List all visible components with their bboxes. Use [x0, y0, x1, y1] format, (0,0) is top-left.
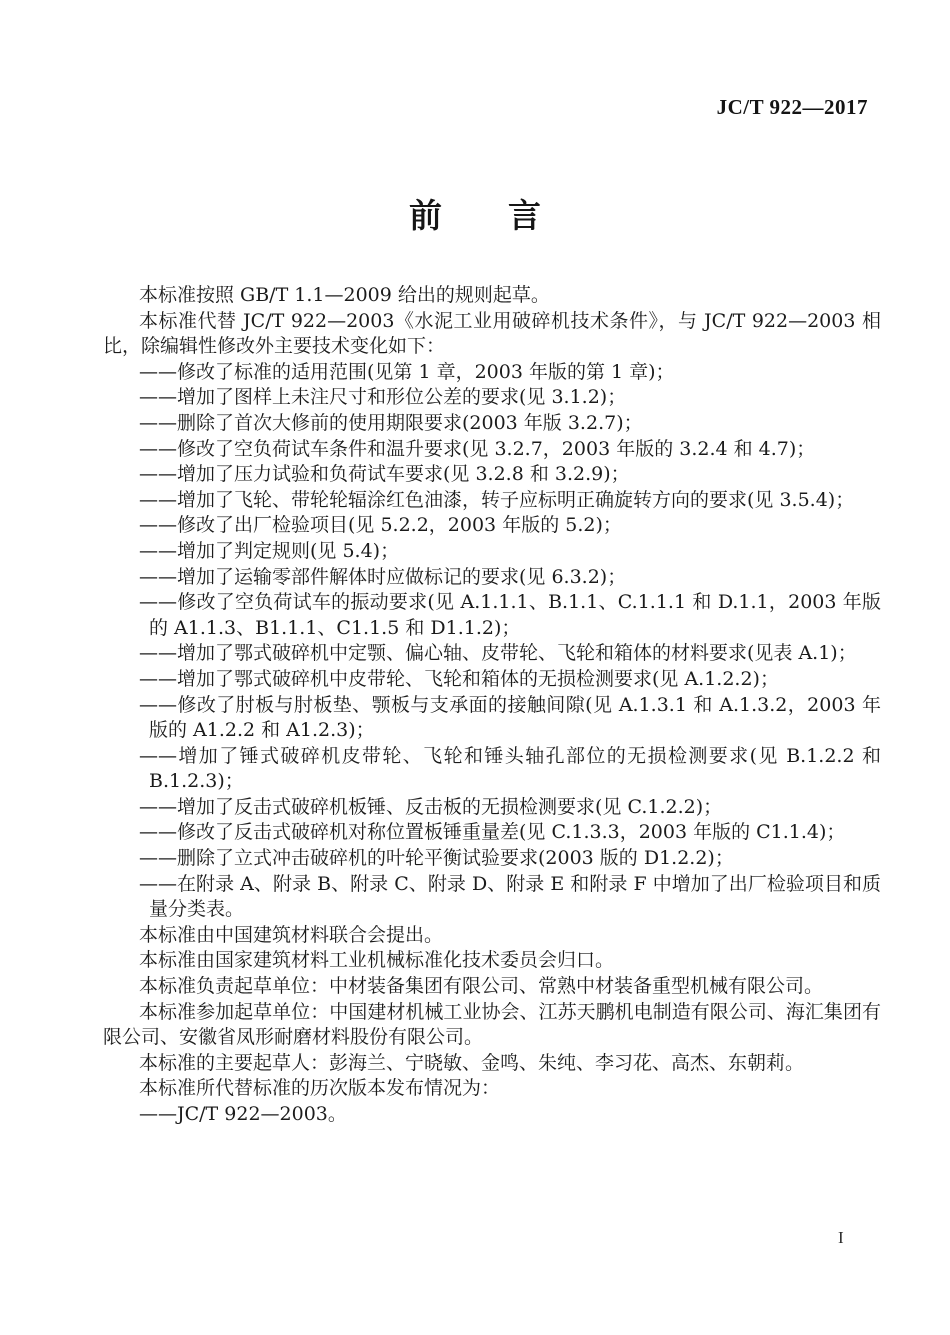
paragraph-19: ——删除了立式冲击破碎机的叶轮平衡试验要求(2003 版的 D1.2.2)；	[139, 847, 734, 870]
paragraph-2: 本标准代替 JC/T 922—2003《水泥工业用破碎机技术条件》，与 JC/T 922—2003 相比，除编辑性修改外主要技术变化如下：	[103, 309, 881, 358]
page-number: I	[838, 1228, 844, 1247]
paragraph-17: ——增加了反击式破碎机板锤、反击板的无损检测要求(见 C.1.2.2)；	[139, 795, 723, 818]
paragraph-26: 本标准所代替标准的历次版本发布情况为：	[139, 1077, 501, 1100]
paragraph-20: ——在附录 A、附录 B、附录 C、附录 D、附录 E 和附录 F 中增加了出厂检验项目和质量分类表。	[139, 872, 881, 921]
paragraph-9: ——修改了出厂检验项目(见 5.2.2，2003 年版的 5.2)；	[139, 514, 622, 537]
document-body	[103, 283, 881, 1128]
paragraph-23: 本标准负责起草单位：中材装备集团有限公司、常熟中材装备重型机械有限公司。	[139, 975, 824, 998]
standard-number: JC/T 922—2017	[716, 95, 868, 119]
paragraph-24: 本标准参加起草单位：中国建材机械工业协会、江苏天鹏机电制造有限公司、海汇集团有限公司、安徽省凤形耐磨材料股份有限公司。	[103, 1000, 881, 1049]
paragraph-14: ——增加了鄂式破碎机中皮带轮、飞轮和箱体的无损检测要求(见 A.1.2.2)；	[139, 667, 779, 690]
paragraph-25: 本标准的主要起草人：彭海兰、宁晓敏、金鸣、朱纯、李习花、高杰、东朝莉。	[139, 1051, 805, 1074]
paragraph-7: ——增加了压力试验和负荷试车要求(见 3.2.8 和 3.2.9)；	[139, 463, 630, 486]
paragraph-4: ——增加了图样上未注尺寸和形位公差的要求(见 3.1.2)；	[139, 386, 627, 409]
paragraph-21: 本标准由中国建筑材料联合会提出。	[139, 923, 444, 946]
paragraph-3: ——修改了标准的适用范围(见第 1 章，2003 年版的第 1 章)；	[139, 360, 675, 383]
page-title: 前 言	[409, 196, 541, 235]
paragraph-13: ——增加了鄂式破碎机中定颚、偏心轴、皮带轮、飞轮和箱体的材料要求(见表 A.1)；	[139, 642, 857, 665]
paragraph-12: ——修改了空负荷试车的振动要求(见 A.1.1.1、B.1.1、C.1.1.1 和 D.1.1，2003 年版的 A1.1.3、B1.1.1、C1.1.5 和 D1.1.2)；	[139, 591, 881, 639]
paragraph-16: ——增加了锤式破碎机皮带轮、飞轮和锤头轴孔部位的无损检测要求(见 B.1.2.2 和 B.1.2.3)；	[139, 744, 881, 793]
paragraph-8: ——增加了飞轮、带轮轮辐涂红色油漆，转子应标明正确旋转方向的要求(见 3.5.4)；	[139, 488, 855, 511]
paragraph-11: ——增加了运输零部件解体时应做标记的要求(见 6.3.2)；	[139, 565, 627, 588]
paragraph-6: ——修改了空负荷试车条件和温升要求(见 3.2.7，2003 年版的 3.2.4 和 4.7)；	[139, 437, 816, 460]
paragraph-10: ——增加了判定规则(见 5.4)；	[139, 539, 400, 562]
paragraph-18: ——修改了反击式破碎机对称位置板锤重量差(见 C.1.3.3，2003 年版的 C1.1.4)；	[139, 821, 846, 844]
paragraph-15: ——修改了肘板与肘板垫、颚板与支承面的接触间隙(见 A.1.3.1 和 A.1.3.2，2003 年版的 A1.2.2 和 A1.2.3)；	[139, 693, 881, 742]
paragraph-22: 本标准由国家建筑材料工业机械标准化技术委员会归口。	[139, 949, 615, 972]
paragraph-1: 本标准按照 GB/T 1.1—2009 给出的规则起草。	[139, 284, 550, 306]
paragraph-5: ——删除了首次大修前的使用期限要求(2003 年版 3.2.7)；	[139, 411, 643, 434]
paragraph-27: ——JC/T 922—2003。	[139, 1103, 347, 1125]
